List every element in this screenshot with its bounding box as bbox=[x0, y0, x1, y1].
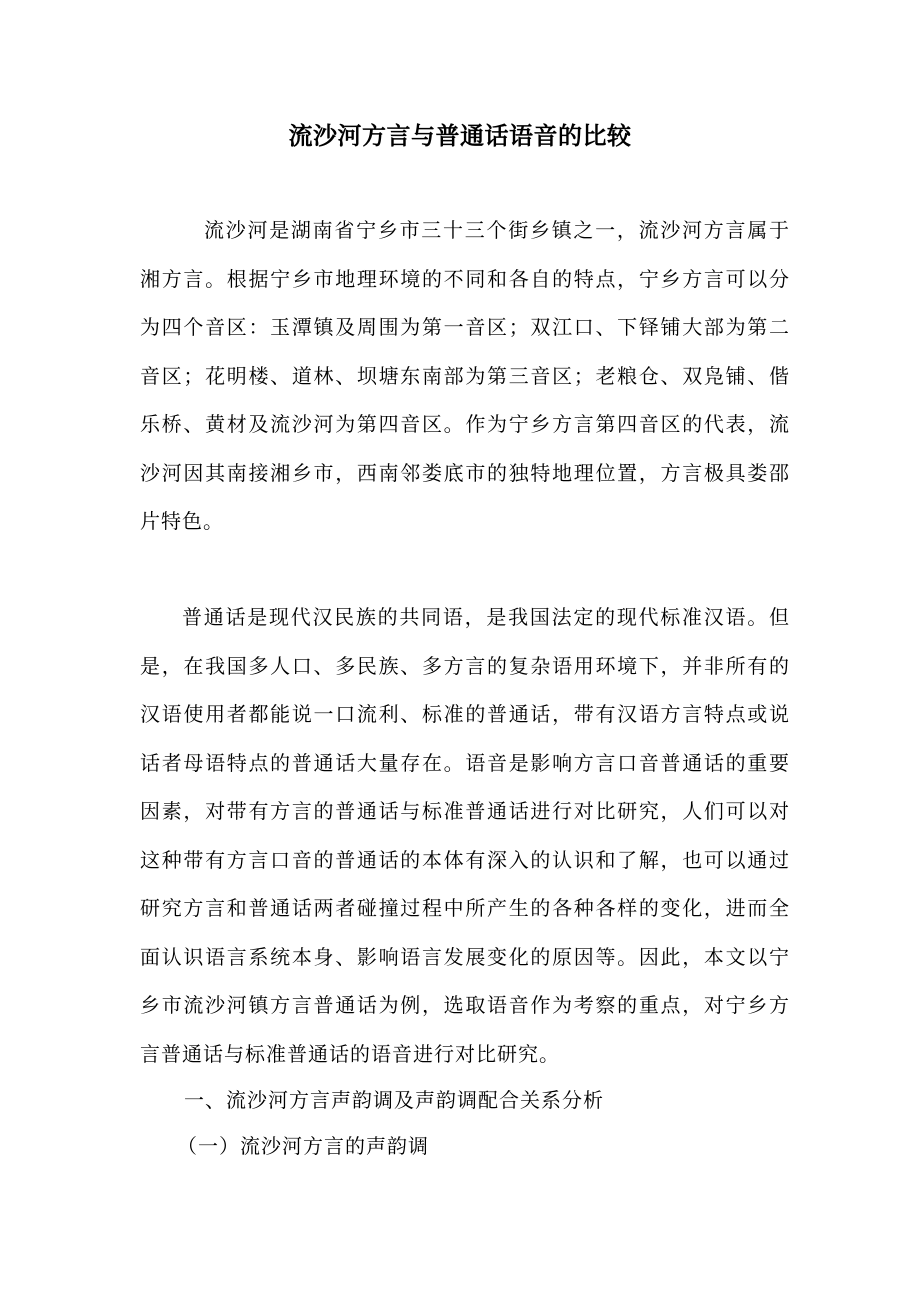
body-paragraph: 普通话是现代汉民族的共同语，是我国法定的现代标准汉语。但是，在我国多人口、多民族、多方言的复杂语用环境下，并非所有的汉语使用者都能说一口流利、标准的普通话，带有汉语方言特点或说话者母语特点的普通话大量存在。语音是影响方言口音普通话的重要因素，对带有方言的普通话与标准普通话进行对比研究，人们可以对这种带有方言口音的普通话的本体有深入的认识和了解，也可以通过研究方言和普通话两者碰撞过程中所产生的各种各样的变化，进而全面认识语言系统本身、影响语言发展变化的原因等。因此，本文以宁乡市流沙河镇方言普通话为例，选取语音作为考察的重点，对宁乡方言普通话与标准普通话的语音进行对比研究。 bbox=[140, 605, 790, 1066]
section-heading: 一、流沙河方言声韵调及声韵调配合关系分析 bbox=[184, 1088, 604, 1112]
subsection-heading: （一）流沙河方言的声韵调 bbox=[177, 1134, 429, 1158]
intro-paragraph: 流沙河是湖南省宁乡市三十三个街乡镇之一，流沙河方言属于湘方言。根据宁乡市地理环境的不同和各自的特点，宁乡方言可以分为四个音区：玉潭镇及周围为第一音区；双江口、下铎铺大部为第二音区；花明楼、道林、坝塘东南部为第三音区；老粮仓、双凫铺、偕乐桥、黄材及流沙河为第四音区。作为宁乡方言第四音区的代表，流沙河因其南接湘乡市，西南邻娄底市的独特地理位置，方言极具娄邵片特色。 bbox=[140, 218, 790, 533]
document-title: 流沙河方言与普通话语音的比较 bbox=[288, 121, 632, 150]
